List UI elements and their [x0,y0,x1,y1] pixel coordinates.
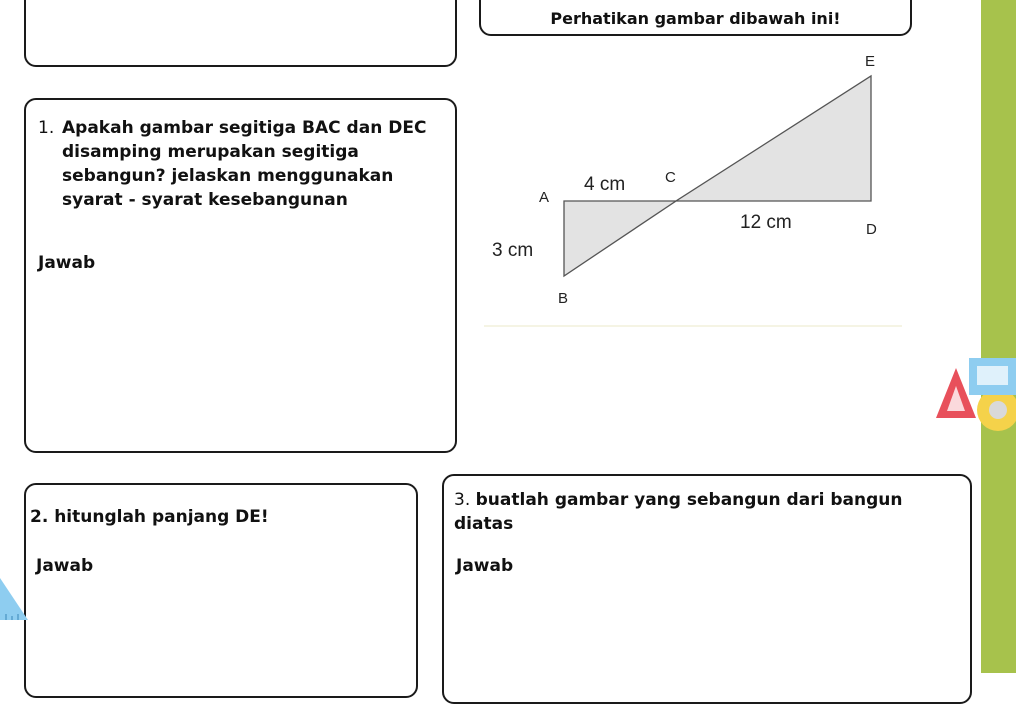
label-point-c: C [665,169,676,186]
question-3 [454,488,964,536]
triangle-dec [676,76,871,201]
label-ab-length: 3 cm [492,240,534,261]
side-decor-bar [981,0,1016,673]
geometry-shapes-icon [936,356,1016,436]
banner-text: Perhatikan gambar dibawah ini! [550,9,841,28]
question-1-answer-label: Jawab [38,253,96,273]
instruction-banner [479,0,912,36]
label-point-d: D [866,221,877,238]
question-1-text: Apakah gambar segitiga BAC dan DEC disamping merupakan segitiga sebangun? jelaskan menggunakan syarat - syarat kesebangunan [62,118,427,210]
triangle-bac [564,201,676,276]
label-point-a: A [539,189,550,206]
question-1-number: 1. [38,118,55,138]
question-3-answer-label: Jawab [456,556,514,576]
question-2-answer-label: Jawab [36,556,94,576]
label-point-b: B [558,290,569,307]
previous-answer-box [24,0,457,67]
label-cd-length: 12 cm [740,212,792,233]
question-3-number: 3. [454,490,471,510]
label-point-e: E [865,53,876,70]
question-2-text: 2. hitunglah panjang DE! [30,507,269,527]
question-1 [38,116,453,212]
label-ac-length: 4 cm [584,174,626,195]
similar-triangles-figure [480,40,910,340]
triangle-ruler-icon [0,578,30,623]
question-3-text: buatlah gambar yang sebangun dari bangun diatas [454,490,903,534]
